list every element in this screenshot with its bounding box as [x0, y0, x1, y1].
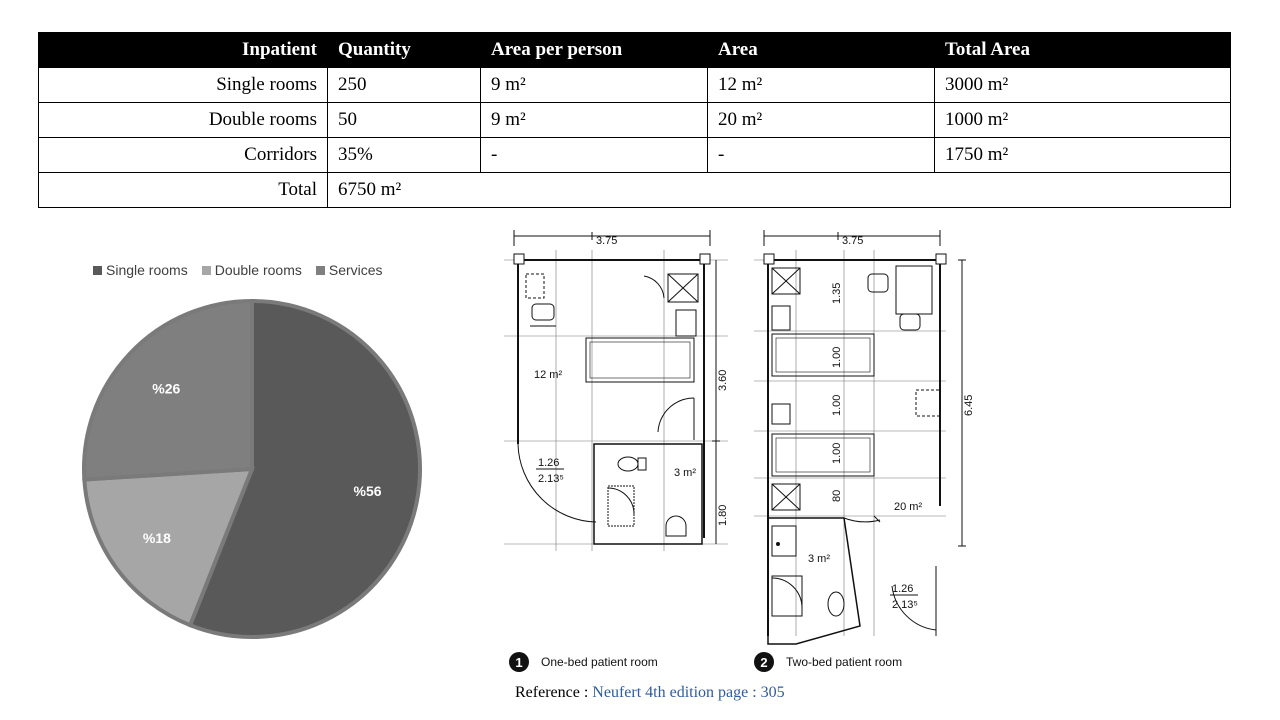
- legend-item-services: [316, 262, 383, 278]
- floor-plans-drawing: [496, 226, 980, 678]
- pie-chart: [60, 250, 460, 670]
- one-bed-depth-dim: 3.60: [717, 369, 729, 391]
- number-2: 2: [760, 655, 768, 670]
- two-bed-room-area: 20 m²: [894, 501, 923, 513]
- cell-quantity: 250: [328, 68, 481, 103]
- chart-legend: [93, 262, 383, 278]
- pie-label-services: %26: [152, 380, 181, 397]
- cell-total-area: 3000 m²: [935, 68, 1231, 103]
- two-bed-caption-text: Two-bed patient room: [786, 655, 903, 669]
- table-row: [39, 138, 1231, 173]
- header-area: Area: [708, 33, 935, 68]
- header-quantity: Quantity: [328, 33, 481, 68]
- header-inpatient: Inpatient: [39, 33, 328, 68]
- one-bed-caption-text: One-bed patient room: [541, 655, 658, 669]
- one-bed-caption: [509, 652, 658, 672]
- legend-item-double-rooms: [202, 262, 302, 278]
- table-row: [39, 103, 1231, 138]
- row-label: Corridors: [39, 138, 328, 173]
- two-bed-dim-2: 1.00: [831, 346, 843, 368]
- row-label: Single rooms: [39, 68, 328, 103]
- header-area-per-person: Area per person: [481, 33, 708, 68]
- reference-label: Reference :: [515, 684, 589, 701]
- cell-area: 12 m²: [708, 68, 935, 103]
- one-bed-bath-area: 3 m²: [674, 467, 696, 479]
- header-total-area: Total Area: [935, 33, 1231, 68]
- row-label: Double rooms: [39, 103, 328, 138]
- two-bed-bath-area: 3 m²: [808, 553, 830, 565]
- two-bed-caption: [754, 652, 902, 672]
- two-bed-width-dim: 3.75: [842, 235, 864, 247]
- total-value: 6750 m²: [328, 173, 1231, 208]
- two-bed-dim-1: 1.35: [831, 282, 843, 304]
- legend-label: Double rooms: [214, 262, 302, 278]
- two-bed-room-plan: [754, 230, 975, 644]
- legend-swatch: [202, 266, 211, 275]
- cell-total-area: 1750 m²: [935, 138, 1231, 173]
- cell-area: 20 m²: [708, 103, 935, 138]
- pie-chart-svg: [60, 250, 460, 670]
- total-label: Total: [39, 173, 328, 208]
- table-header-row: [39, 33, 1231, 68]
- number-1: 1: [515, 655, 523, 670]
- area-table: [38, 32, 1231, 208]
- pie-label-single-rooms: %56: [353, 483, 382, 500]
- cell-quantity: 50: [328, 103, 481, 138]
- cell-area-per-person: -: [481, 138, 708, 173]
- legend-label: Single rooms: [106, 262, 188, 278]
- one-bed-door-height: 2.13⁵: [538, 473, 564, 485]
- table-row: [39, 68, 1231, 103]
- reference-line: [515, 684, 785, 702]
- table-total-row: [39, 173, 1231, 208]
- reference-link[interactable]: Neufert 4th edition page : 305: [592, 684, 785, 701]
- cell-area-per-person: 9 m²: [481, 68, 708, 103]
- cell-area-per-person: 9 m²: [481, 103, 708, 138]
- cell-total-area: 1000 m²: [935, 103, 1231, 138]
- cell-quantity: 35%: [328, 138, 481, 173]
- two-bed-depth-dim: 6.45: [963, 394, 975, 416]
- one-bed-door-width: 1.26: [538, 457, 560, 469]
- two-bed-dim-5: 80: [831, 489, 843, 502]
- two-bed-door-height: 2.13⁵: [892, 599, 918, 611]
- pie-label-double-rooms: %18: [142, 530, 171, 547]
- legend-swatch: [93, 266, 102, 275]
- one-bed-width-dim: 3.75: [596, 235, 618, 247]
- legend-label: Services: [328, 262, 383, 278]
- two-bed-dim-3: 1.00: [831, 394, 843, 416]
- legend-swatch: [316, 266, 325, 275]
- one-bed-room-plan: [504, 230, 729, 551]
- one-bed-room-area: 12 m²: [534, 369, 563, 381]
- one-bed-bath-depth-dim: 1.80: [717, 504, 729, 526]
- two-bed-dim-4: 1.00: [831, 442, 843, 464]
- legend-item-single-rooms: [93, 262, 188, 278]
- two-bed-door-width: 1.26: [892, 583, 914, 595]
- cell-area: -: [708, 138, 935, 173]
